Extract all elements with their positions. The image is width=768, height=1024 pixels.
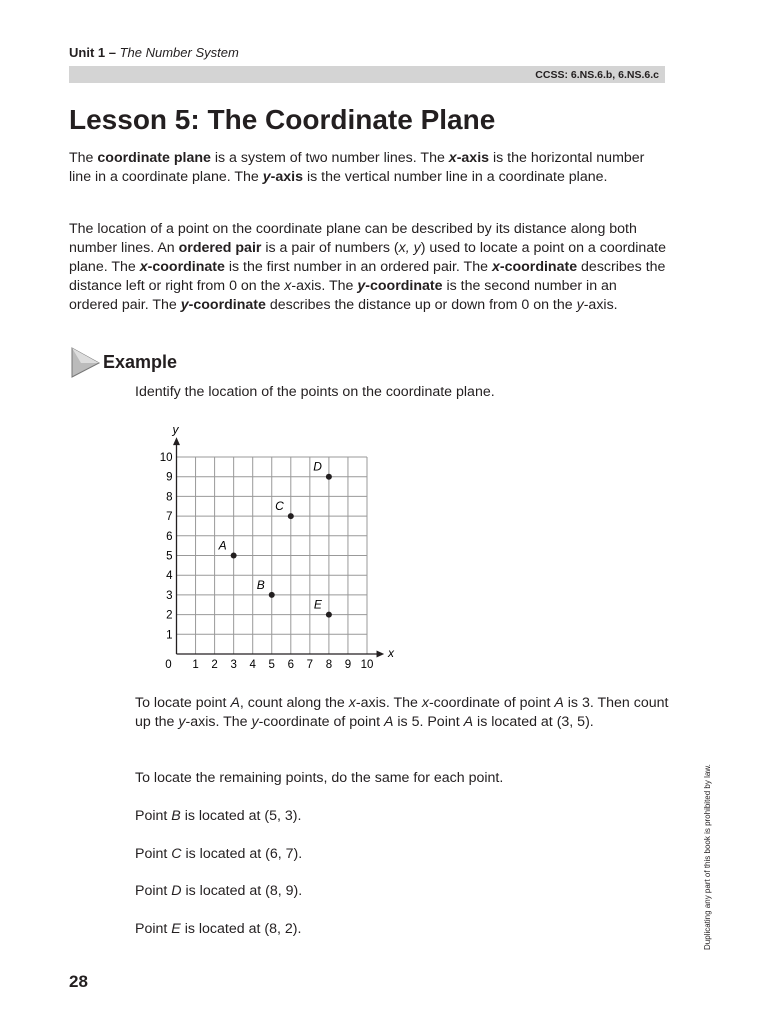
point-label-e: E xyxy=(313,597,322,612)
italic-text: y xyxy=(178,714,186,730)
text-run: is the vertical number line in a coordinate plane. xyxy=(303,169,608,185)
x-tick-label: 4 xyxy=(249,659,256,671)
bold-term: coordinate plane xyxy=(97,150,211,166)
x-tick-label: 10 xyxy=(360,659,374,671)
text-run: is a system of two number lines. The xyxy=(210,150,449,166)
bold-term: -axis xyxy=(270,169,304,185)
italic-text: D xyxy=(171,883,182,899)
text-run: describes the distance up or down from 0 on the xyxy=(265,297,577,313)
text-run: , count along the xyxy=(239,695,349,711)
x-tick-label: 8 xyxy=(325,659,333,671)
point-b-location xyxy=(135,807,675,826)
text-run: is located at (3, 5). xyxy=(473,714,594,730)
bold-term: y xyxy=(262,169,271,185)
page-number: 28 xyxy=(69,972,88,991)
text-run: -coordinate of point xyxy=(258,714,384,730)
y-tick-label: 9 xyxy=(166,471,173,484)
text-run: is located at (5, 3). xyxy=(180,808,302,824)
text-run: To locate point xyxy=(135,695,231,711)
point-e-location xyxy=(135,920,675,939)
x-tick-label: 0 xyxy=(165,659,172,671)
italic-text: y xyxy=(576,297,584,313)
italic-text: A xyxy=(383,714,394,730)
bold-term: x xyxy=(448,150,457,166)
text-run: is a pair of numbers ( xyxy=(261,240,399,256)
bold-term: -coordinate xyxy=(147,259,225,275)
x-tick-label: 1 xyxy=(192,659,199,671)
bold-term: x xyxy=(139,259,148,275)
explanation-point-a xyxy=(135,694,675,732)
italic-text: x xyxy=(348,695,356,711)
text-run: is located at (8, 2). xyxy=(180,921,302,937)
bold-term: -axis xyxy=(456,150,490,166)
italic-text: B xyxy=(171,808,181,824)
example-label: Example xyxy=(103,351,178,372)
text-run: is the first number in an ordered pair. The xyxy=(224,259,492,275)
text-run: The location of a point on the coordinate plane can be described by its distance along both number lines. An xyxy=(69,221,637,256)
x-tick-label: 6 xyxy=(287,659,295,671)
bold-term: y xyxy=(357,278,366,294)
y-tick-label: 6 xyxy=(166,530,173,543)
text-run: -coordinate of point xyxy=(428,695,555,711)
data-point-d xyxy=(326,474,332,480)
y-tick-label: 1 xyxy=(166,629,173,642)
text-run: is the horizontal number line in a coordinate plane. The xyxy=(69,150,645,185)
text-run: is located at (6, 7). xyxy=(181,846,303,862)
y-axis-label: y xyxy=(172,422,179,437)
italic-text: A xyxy=(230,695,240,711)
explanation-remaining xyxy=(135,769,675,788)
text-run: -axis. The xyxy=(355,695,422,711)
text-run: -axis. The xyxy=(291,278,358,294)
example-prompt: Identify the location of the points on the coordinate plane. xyxy=(135,384,495,400)
point-d-location xyxy=(135,882,675,901)
italic-text: C xyxy=(171,846,182,862)
y-tick-label: 10 xyxy=(159,452,173,464)
text-run: Point xyxy=(135,808,172,824)
text-run: ) used to locate a point on a coordinate plane. The xyxy=(69,240,666,275)
text-run: is 5. Point xyxy=(393,714,464,730)
y-tick-label: 4 xyxy=(166,570,173,583)
italic-text: y xyxy=(251,714,259,730)
bold-term: -coordinate xyxy=(188,297,266,313)
point-label-c: C xyxy=(275,499,284,514)
italic-text: x xyxy=(421,695,429,711)
italic-text: E xyxy=(171,921,181,937)
y-tick-label: 8 xyxy=(166,491,173,504)
data-point-b xyxy=(269,592,275,598)
standards-bar: CCSS: 6.NS.6.b, 6.NS.6.c xyxy=(69,66,665,83)
bold-term: -coordinate xyxy=(499,259,578,275)
text-run: Point xyxy=(135,883,172,899)
text-run: describes the distance left or right from 0 on the xyxy=(69,259,666,294)
y-tick-label: 3 xyxy=(166,589,173,602)
point-label-d: D xyxy=(313,459,322,474)
data-point-c xyxy=(288,513,294,519)
italic-text: x xyxy=(284,278,292,294)
bold-term: -coordinate xyxy=(365,278,443,294)
x-tick-label: 3 xyxy=(230,659,237,671)
italic-text: A xyxy=(463,714,474,730)
lesson-title: Lesson 5: The Coordinate Plane xyxy=(69,104,496,135)
data-point-a xyxy=(231,553,237,559)
y-tick-label: 5 xyxy=(166,550,173,563)
text-run: To locate the remaining points, do the same for each point. xyxy=(135,770,504,786)
text-run: -axis. xyxy=(583,297,618,313)
x-tick-label: 7 xyxy=(306,659,314,671)
italic-text: x, y xyxy=(398,240,421,256)
x-axis-label: x xyxy=(387,646,394,660)
bold-term: y xyxy=(180,297,189,313)
x-tick-label: 9 xyxy=(344,659,352,671)
point-label-a: A xyxy=(218,538,227,553)
text-run: Point xyxy=(135,846,172,862)
data-point-e xyxy=(326,612,332,618)
point-c-location xyxy=(135,845,675,864)
copyright-notice: Duplicating any part of this book is prohibited by law. xyxy=(703,764,712,950)
y-axis-arrow-icon xyxy=(173,437,180,445)
y-tick-label: 7 xyxy=(166,511,173,524)
unit-label: Unit 1 – xyxy=(69,45,116,60)
point-label-b: B xyxy=(256,577,265,592)
x-tick-label: 5 xyxy=(268,659,275,671)
x-tick-label: 2 xyxy=(211,659,218,671)
text-run: is 3. Then count up the xyxy=(135,695,669,730)
italic-text: A xyxy=(554,695,564,711)
text-run: The xyxy=(69,150,98,166)
unit-topic: The Number System xyxy=(119,45,239,60)
text-run: Point xyxy=(135,921,172,937)
text-run: -axis. The xyxy=(185,714,252,730)
bold-term: x xyxy=(491,259,500,275)
y-tick-label: 2 xyxy=(166,609,173,622)
text-run: is the second number in an ordered pair. The xyxy=(69,278,617,313)
x-axis-arrow-icon xyxy=(377,651,385,658)
text-run: is located at (8, 9). xyxy=(181,883,303,899)
bold-term: ordered pair xyxy=(178,240,262,256)
